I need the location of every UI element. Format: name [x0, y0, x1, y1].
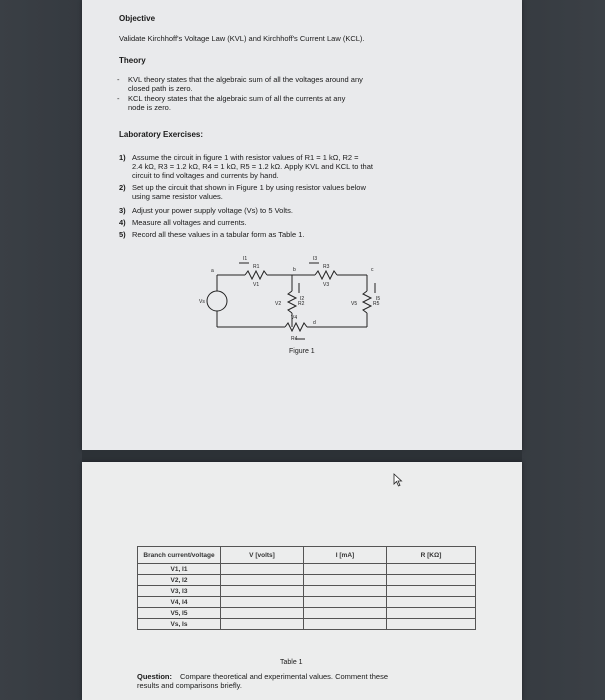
resistor-r2-symbol	[288, 291, 296, 313]
header-voltage: V [volts]	[221, 547, 304, 564]
table-caption: Table 1	[280, 659, 303, 666]
i2-label: I2	[300, 296, 305, 302]
exercise-5-number: 5)	[119, 230, 126, 239]
theory-heading: Theory	[119, 56, 146, 65]
results-table	[137, 546, 476, 630]
table-cell[interactable]	[304, 619, 387, 630]
exercise-5-line1: Record all these values in a tabular form as Table 1.	[132, 230, 305, 239]
r2-label: R2	[298, 301, 305, 307]
table-cell[interactable]	[387, 564, 476, 575]
header-branch: Branch current/voltage	[138, 547, 221, 564]
table-row	[138, 564, 476, 575]
node-d-label: d	[313, 320, 316, 326]
i5-label: I5	[376, 296, 381, 302]
v3-label: V3	[323, 282, 330, 288]
objective-heading: Objective	[119, 14, 156, 23]
table-cell: V1, I1	[138, 564, 221, 575]
v2-label: V2	[275, 301, 282, 307]
exercise-2-line1: Set up the circuit that shown in Figure 1 by using resistor values below	[132, 183, 366, 192]
v5-label: V5	[351, 301, 358, 307]
exercise-2-number: 2)	[119, 183, 126, 192]
table-row	[138, 608, 476, 619]
node-a-label: a	[211, 268, 214, 274]
v1-label: V1	[253, 282, 260, 288]
resistor-r5-symbol	[363, 291, 371, 313]
question-label: Question:	[137, 672, 172, 681]
exercise-4-number: 4)	[119, 218, 126, 227]
objective-text: Validate Kirchhoff's Voltage Law (KVL) and Kirchhoff's Current Law (KCL).	[119, 34, 365, 43]
table-cell[interactable]	[221, 608, 304, 619]
table-cell: V4, I4	[138, 597, 221, 608]
table-cell[interactable]	[387, 597, 476, 608]
table-cell[interactable]	[221, 564, 304, 575]
exercise-3-line1: Adjust your power supply voltage (Vs) to 5 Volts.	[132, 206, 293, 215]
exercise-1-line2: 2.4 kΩ, R3 = 1.2 kΩ, R4 = 1 kΩ, R5 = 1.2 kΩ. Apply KVL and KCL to that	[132, 162, 373, 171]
header-current: I [mA]	[304, 547, 387, 564]
exercise-2-line2: using same resistor values.	[132, 192, 223, 201]
header-resistance: R [KΩ]	[387, 547, 476, 564]
r3-label: R3	[323, 264, 330, 270]
table-cell[interactable]	[387, 575, 476, 586]
r5-label: R5	[373, 301, 380, 307]
exercise-1-line3: circuit to find voltages and currents by hand.	[132, 171, 279, 180]
table-cell[interactable]	[387, 608, 476, 619]
i1-label: I1	[243, 256, 248, 262]
table-cell[interactable]	[221, 586, 304, 597]
table-cell[interactable]	[387, 619, 476, 630]
table-cell[interactable]	[304, 597, 387, 608]
exercise-3-number: 3)	[119, 206, 126, 215]
table-cell: Vs, Is	[138, 619, 221, 630]
question-text: Compare theoretical and experimental values. Comment these	[180, 672, 389, 681]
table-cell[interactable]	[304, 575, 387, 586]
resistor-r4-symbol	[285, 323, 307, 331]
voltage-source-symbol	[207, 291, 227, 311]
resistor-r1-symbol	[245, 271, 267, 279]
document-page-1	[82, 0, 522, 450]
table-cell[interactable]	[221, 575, 304, 586]
figure-caption: Figure 1	[289, 348, 315, 355]
table-row	[138, 586, 476, 597]
question-text-line2: results and comparisons briefly.	[137, 681, 242, 690]
table-cell[interactable]	[387, 586, 476, 597]
document-page-2	[82, 462, 522, 700]
table-cell: V2, I2	[138, 575, 221, 586]
r1-label: R1	[253, 264, 260, 270]
mouse-cursor-icon	[393, 473, 403, 487]
table-cell[interactable]	[221, 619, 304, 630]
theory-kcl-line1: - KCL theory states that the algebraic sum of all the currents at any	[128, 94, 345, 103]
node-b-label: b	[293, 267, 296, 273]
lab-heading: Laboratory Exercises:	[119, 130, 204, 139]
exercise-1-line1: Assume the circuit in figure 1 with resistor values of R1 = 1 kΩ, R2 =	[132, 153, 359, 162]
theory-kvl-line2: closed path is zero.	[128, 84, 193, 93]
table-cell: V5, I5	[138, 608, 221, 619]
table-cell[interactable]	[304, 586, 387, 597]
table-cell[interactable]	[304, 608, 387, 619]
theory-kcl-line2: node is zero.	[128, 103, 171, 112]
exercise-4-line1: Measure all voltages and currents.	[132, 218, 247, 227]
vs-label: Vs	[199, 299, 205, 305]
table-row	[138, 575, 476, 586]
table-cell[interactable]	[304, 564, 387, 575]
table-row	[138, 619, 476, 630]
exercise-1-number: 1)	[119, 153, 126, 162]
table-cell: V3, I3	[138, 586, 221, 597]
node-c-label: c	[371, 267, 374, 273]
resistor-r3-symbol	[315, 271, 337, 279]
table-row	[138, 597, 476, 608]
table-cell[interactable]	[221, 597, 304, 608]
page-gap	[82, 450, 522, 462]
table-header-row	[138, 547, 476, 564]
r4-label: R4	[291, 336, 298, 342]
i3-label: I3	[313, 256, 318, 262]
circuit-diagram	[187, 255, 387, 347]
v4-label: V4	[291, 315, 298, 321]
theory-kvl-line1: - KVL theory states that the algebraic sum of all the voltages around any	[128, 75, 363, 84]
